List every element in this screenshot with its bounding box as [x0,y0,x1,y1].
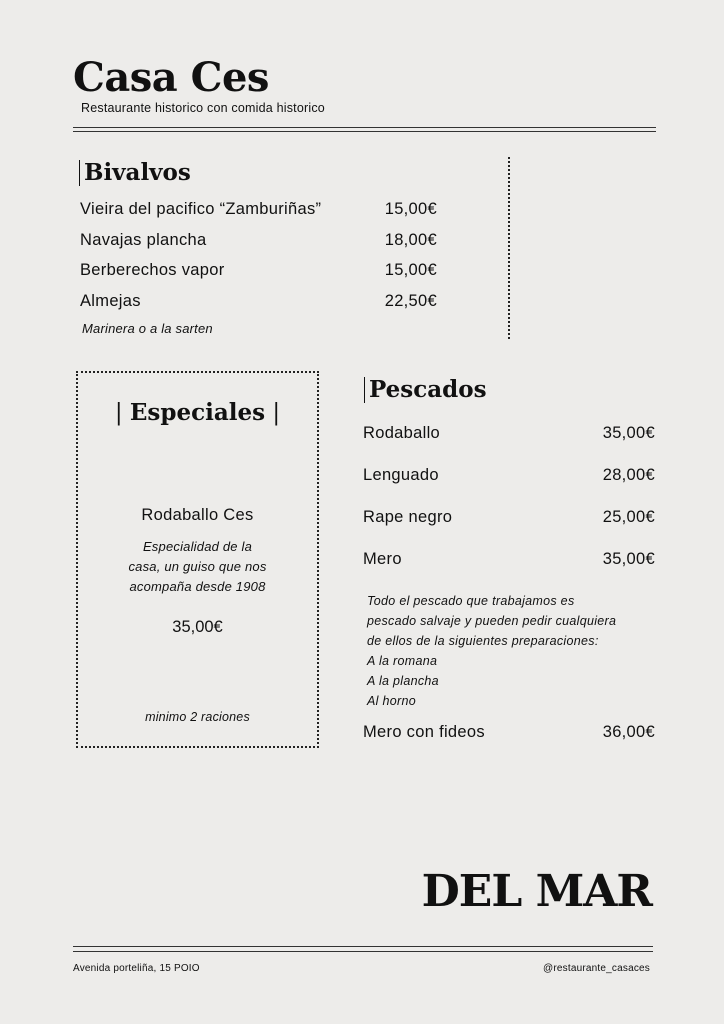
bivalvos-item-price: 18,00€ [384,231,437,249]
footer-social-handle[interactable]: @restaurante_casaces [543,963,650,974]
especiales-dish: Rodaballo Ces [141,506,254,524]
especiales-description-line: casa, un guiso que nos [128,559,267,574]
pescados-item-price: 35,00€ [602,424,655,442]
bivalvos-note: Marinera o a la sarten [82,321,213,336]
tagline: DEL MAR [421,866,652,917]
especiales-description-line: acompaña desde 1908 [129,579,266,594]
pescados-item-price: 28,00€ [602,466,655,484]
bivalvos-item-price: 15,00€ [384,261,437,279]
bivalvos-item-name: Vieira del pacifico “Zamburiñas” [80,200,322,218]
footer-address: Avenida porteliña, 15 POIO [73,963,200,974]
bivalvos-item-name: Almejas [80,292,141,310]
pescados-note-line: A la plancha [367,674,439,688]
pescados-title: Pescados [364,377,487,403]
bivalvos-title: Bivalvos [79,160,191,186]
especiales-title-text: Especiales [129,399,266,426]
especiales-description-line: Especialidad de la [142,539,253,554]
bivalvos-item-price: 22,50€ [384,292,437,310]
restaurant-subtitle: Restaurante historico con comida historico [81,101,325,115]
pescados-note-line: pescado salvaje y pueden pedir cualquiera [367,614,617,628]
pescados-note-line: Al horno [367,694,416,708]
bivalvos-item-name: Navajas plancha [80,231,207,249]
footer-divider-top [73,946,653,947]
pescados-item-price: 35,00€ [602,550,655,568]
pescados-item-name: Lenguado [363,466,439,484]
bivalvos-item-price: 15,00€ [384,200,437,218]
pescados-note-line: A la romana [367,654,438,668]
pescados-extra-price: 36,00€ [602,723,655,741]
especiales-description [76,537,319,597]
pescados-item-name: Rodaballo [363,424,441,442]
pescados-item-name: Mero [363,550,402,568]
pescados-note-line: Todo el pescado que trabajamos es [367,594,575,608]
pescados-item-name: Rape negro [363,508,453,526]
especiales-note: minimo 2 raciones [145,710,250,724]
pescados-note [367,591,657,711]
footer-divider-bottom [73,951,653,952]
header-divider-bottom [73,131,656,132]
header-divider-top [73,127,656,128]
pescados-note-line: de ellos de la siguientes preparaciones: [367,634,599,648]
restaurant-name: Casa Ces [73,54,269,101]
bivalvos-item-name: Berberechos vapor [80,261,225,279]
pescados-extra-name: Mero con fideos [363,723,485,741]
pescados-item-price: 25,00€ [602,508,655,526]
especiales-price: 35,00€ [172,618,223,636]
especiales-title: | Especiales | [114,399,281,426]
vertical-dotted-divider [508,157,510,339]
